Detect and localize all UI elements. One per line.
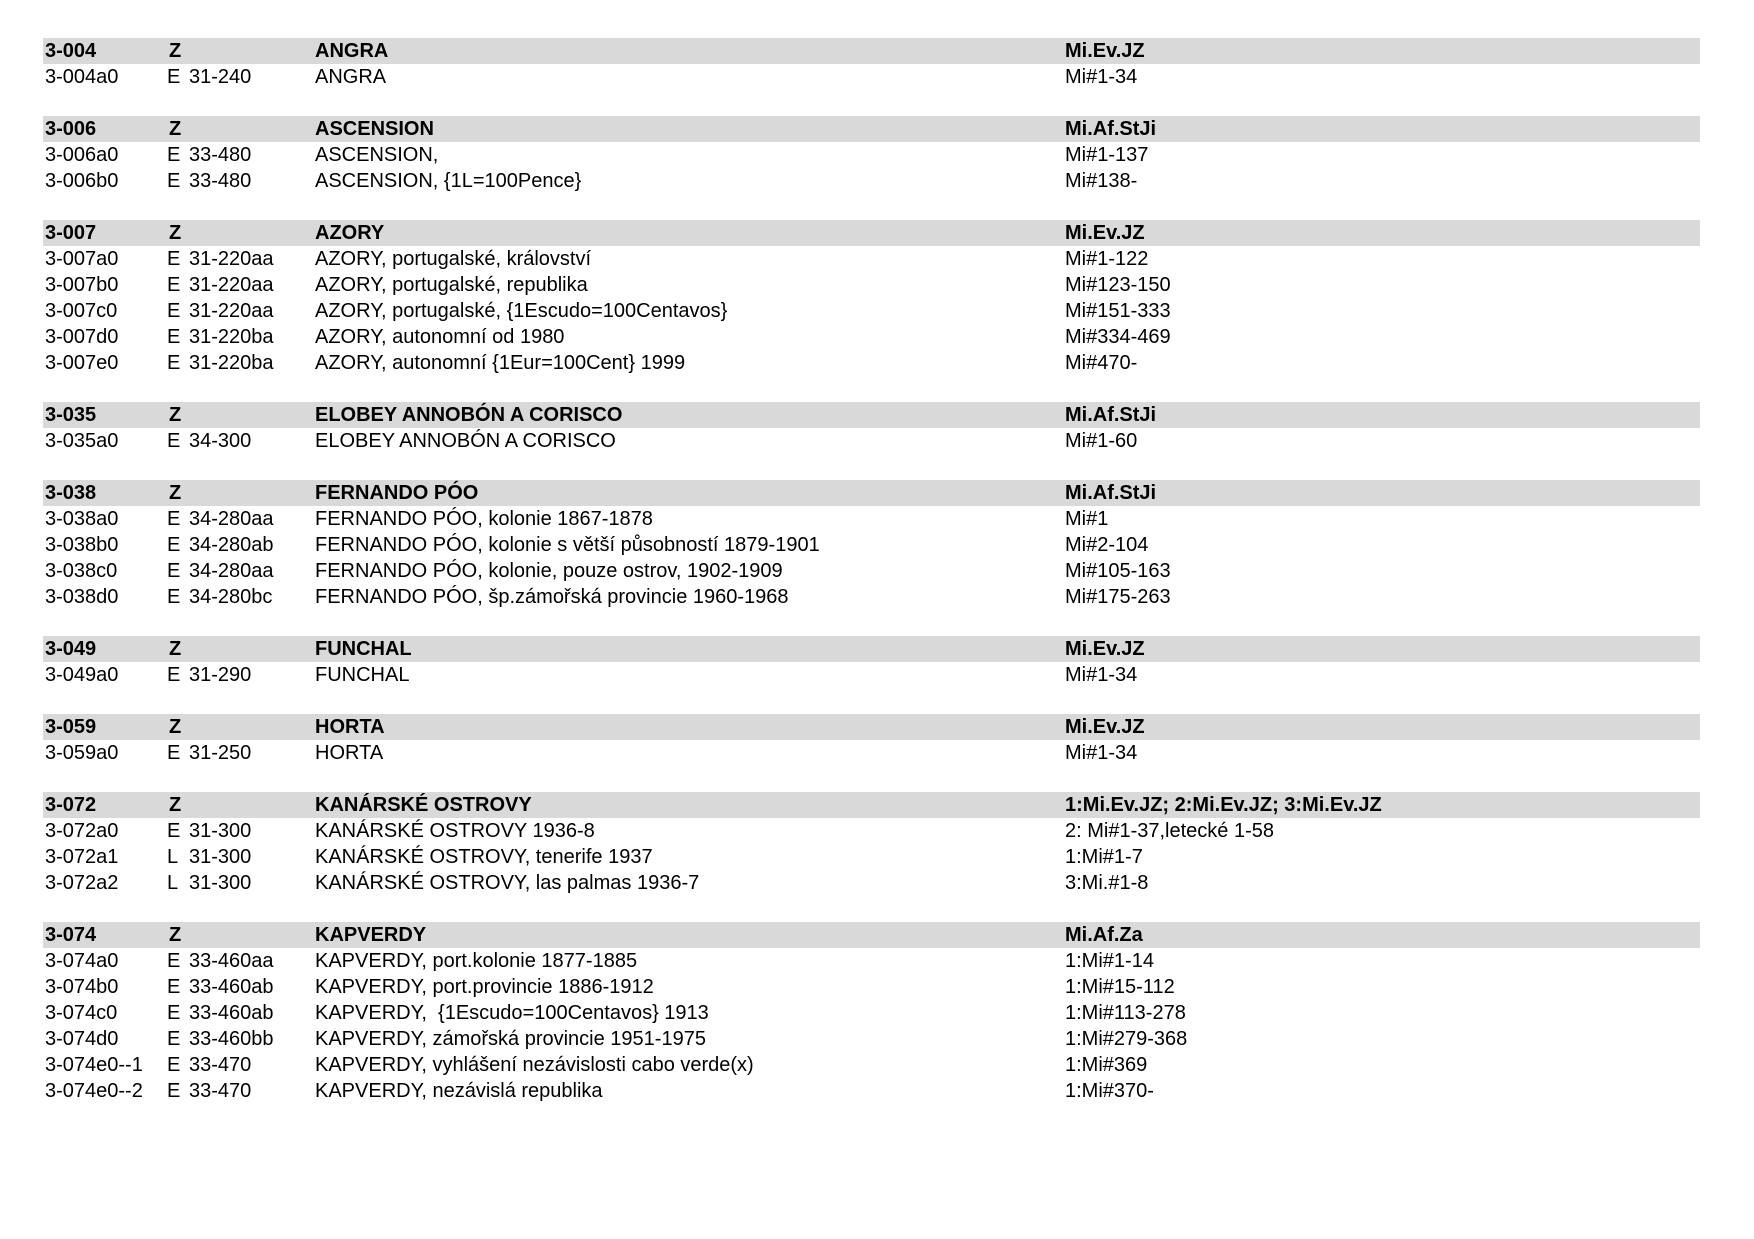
row-name: KANÁRSKÉ OSTROVY, las palmas 1936-7 — [315, 872, 700, 894]
row-name: ASCENSION, {1L=100Pence} — [315, 170, 582, 192]
row-number: 33-480 — [189, 144, 252, 166]
row-name: KAPVERDY, port.provincie 1886-1912 — [315, 976, 654, 998]
group-reference: Mi.Af.Za — [1065, 924, 1143, 946]
group-type: Z — [169, 638, 182, 660]
country-group — [43, 792, 1700, 896]
group-code: 3-006 — [45, 118, 97, 140]
group-name: AZORY — [315, 222, 385, 244]
row-name: KANÁRSKÉ OSTROVY 1936-8 — [315, 820, 595, 842]
group-name: FUNCHAL — [315, 638, 412, 660]
row-number: 31-220aa — [189, 248, 274, 270]
row-type: E — [167, 560, 181, 582]
group-name: FERNANDO PÓO — [315, 482, 479, 504]
row-type: E — [167, 820, 181, 842]
group-header-row — [43, 792, 1700, 818]
row-number: 31-250 — [189, 742, 252, 764]
row-name: KAPVERDY, zámořská provincie 1951-1975 — [315, 1028, 706, 1050]
row-code: 3-072a0 — [45, 820, 119, 842]
row-name: ANGRA — [315, 66, 387, 88]
group-header-row — [43, 480, 1700, 506]
row-code: 3-059a0 — [45, 742, 119, 764]
row-type: E — [167, 664, 181, 686]
row-number: 33-470 — [189, 1080, 252, 1102]
row-number: 31-220aa — [189, 274, 274, 296]
group-reference: Mi.Af.StJi — [1065, 118, 1157, 140]
row-reference: 1:Mi#15-112 — [1065, 976, 1175, 998]
table-row — [43, 844, 1700, 870]
row-reference: 1:Mi#1-7 — [1065, 846, 1143, 868]
row-code: 3-007d0 — [45, 326, 119, 348]
row-name: ASCENSION, — [315, 144, 439, 166]
table-row — [43, 428, 1700, 454]
group-name: HORTA — [315, 716, 385, 738]
table-row — [43, 662, 1700, 688]
row-code: 3-007a0 — [45, 248, 119, 270]
group-header-row — [43, 714, 1700, 740]
table-row — [43, 298, 1700, 324]
row-reference: Mi#1-137 — [1065, 144, 1149, 166]
row-number: 31-220aa — [189, 300, 274, 322]
row-reference: Mi#123-150 — [1065, 274, 1171, 296]
row-reference: Mi#1-34 — [1065, 66, 1138, 88]
row-number: 33-460ab — [189, 976, 274, 998]
group-reference: Mi.Ev.JZ — [1065, 222, 1145, 244]
row-code: 3-038d0 — [45, 586, 119, 608]
row-reference: Mi#151-333 — [1065, 300, 1171, 322]
row-name: KAPVERDY, vyhlášení nezávislosti cabo verde(x) — [315, 1054, 754, 1076]
row-type: E — [167, 144, 181, 166]
row-type: E — [167, 352, 181, 374]
group-code: 3-072 — [45, 794, 97, 816]
row-name: AZORY, portugalské, republika — [315, 274, 588, 296]
table-row — [43, 818, 1700, 844]
table-row — [43, 350, 1700, 376]
row-number: 34-280bc — [189, 586, 273, 608]
group-type: Z — [169, 118, 182, 140]
group-header-row — [43, 116, 1700, 142]
row-code: 3-006b0 — [45, 170, 119, 192]
row-reference: Mi#1-34 — [1065, 664, 1138, 686]
group-code: 3-074 — [45, 924, 97, 946]
row-name: FERNANDO PÓO, kolonie, pouze ostrov, 1902-1909 — [315, 560, 783, 582]
group-type: Z — [169, 40, 182, 62]
country-group — [43, 480, 1700, 610]
row-name: KANÁRSKÉ OSTROVY, tenerife 1937 — [315, 846, 653, 868]
row-number: 31-290 — [189, 664, 252, 686]
row-reference: 1:Mi#370- — [1065, 1080, 1154, 1102]
row-name: KAPVERDY, nezávislá republika — [315, 1080, 603, 1102]
row-code: 3-006a0 — [45, 144, 119, 166]
row-name: FUNCHAL — [315, 664, 410, 686]
row-type: E — [167, 586, 181, 608]
group-code: 3-035 — [45, 404, 97, 426]
row-reference: Mi#1-34 — [1065, 742, 1138, 764]
row-type: E — [167, 1054, 181, 1076]
group-header-row — [43, 922, 1700, 948]
row-code: 3-074d0 — [45, 1028, 119, 1050]
row-type: E — [167, 66, 181, 88]
table-row — [43, 532, 1700, 558]
country-group — [43, 38, 1700, 90]
row-number: 33-460bb — [189, 1028, 274, 1050]
row-name: AZORY, autonomní {1Eur=100Cent} 1999 — [315, 352, 686, 374]
row-reference: Mi#334-469 — [1065, 326, 1171, 348]
group-reference: Mi.Af.StJi — [1065, 482, 1157, 504]
group-type: Z — [169, 404, 182, 426]
country-group — [43, 220, 1700, 376]
row-type: E — [167, 248, 181, 270]
country-group — [43, 402, 1700, 454]
group-reference: Mi.Ev.JZ — [1065, 638, 1145, 660]
row-type: E — [167, 326, 181, 348]
row-number: 31-240 — [189, 66, 252, 88]
row-code: 3-038b0 — [45, 534, 119, 556]
row-reference: 2: Mi#1-37,letecké 1-58 — [1065, 820, 1275, 842]
row-number: 31-300 — [189, 820, 252, 842]
group-code: 3-049 — [45, 638, 97, 660]
group-type: Z — [169, 482, 182, 504]
row-name: FERNANDO PÓO, kolonie s větší působností 1879-1901 — [315, 534, 820, 556]
catalog-sheet — [43, 38, 1700, 1130]
row-type: E — [167, 1080, 181, 1102]
table-row — [43, 1026, 1700, 1052]
table-row — [43, 246, 1700, 272]
group-header-row — [43, 220, 1700, 246]
table-row — [43, 324, 1700, 350]
table-row — [43, 870, 1700, 896]
row-code: 3-035a0 — [45, 430, 119, 452]
row-code: 3-072a1 — [45, 846, 119, 868]
row-number: 34-280aa — [189, 560, 274, 582]
row-code: 3-038a0 — [45, 508, 119, 530]
row-name: FERNANDO PÓO, šp.zámořská provincie 1960-1968 — [315, 586, 789, 608]
row-reference: Mi#138- — [1065, 170, 1138, 192]
row-name: AZORY, portugalské, {1Escudo=100Centavos} — [315, 300, 728, 322]
row-number: 33-470 — [189, 1054, 252, 1076]
row-reference: 1:Mi#113-278 — [1065, 1002, 1186, 1024]
row-type: E — [167, 300, 181, 322]
row-name: ELOBEY ANNOBÓN A CORISCO — [315, 430, 616, 452]
table-row — [43, 142, 1700, 168]
row-type: E — [167, 534, 181, 556]
row-number: 34-300 — [189, 430, 252, 452]
row-type: E — [167, 950, 181, 972]
row-type: L — [167, 872, 179, 894]
country-group — [43, 714, 1700, 766]
row-code: 3-004a0 — [45, 66, 119, 88]
group-type: Z — [169, 716, 182, 738]
group-reference: 1:Mi.Ev.JZ; 2:Mi.Ev.JZ; 3:Mi.Ev.JZ — [1065, 794, 1382, 816]
table-row — [43, 584, 1700, 610]
group-code: 3-038 — [45, 482, 97, 504]
row-number: 31-220ba — [189, 326, 274, 348]
group-name: ELOBEY ANNOBÓN A CORISCO — [315, 404, 623, 426]
table-row — [43, 740, 1700, 766]
row-number: 34-280aa — [189, 508, 274, 530]
group-code: 3-007 — [45, 222, 97, 244]
row-name: KAPVERDY, {1Escudo=100Centavos} 1913 — [315, 1002, 709, 1024]
row-reference: Mi#105-163 — [1065, 560, 1171, 582]
group-name: KANÁRSKÉ OSTROVY — [315, 794, 532, 816]
group-type: Z — [169, 222, 182, 244]
row-number: 31-300 — [189, 872, 252, 894]
group-header-row — [43, 402, 1700, 428]
row-number: 34-280ab — [189, 534, 274, 556]
row-number: 31-300 — [189, 846, 252, 868]
row-code: 3-038c0 — [45, 560, 118, 582]
row-name: KAPVERDY, port.kolonie 1877-1885 — [315, 950, 638, 972]
row-code: 3-007b0 — [45, 274, 119, 296]
table-row — [43, 1000, 1700, 1026]
row-number: 33-460aa — [189, 950, 274, 972]
row-type: E — [167, 274, 181, 296]
table-row — [43, 948, 1700, 974]
row-name: FERNANDO PÓO, kolonie 1867-1878 — [315, 508, 653, 530]
group-name: ANGRA — [315, 40, 389, 62]
row-name: AZORY, portugalské, království — [315, 248, 592, 270]
row-reference: 3:Mi.#1-8 — [1065, 872, 1149, 894]
row-code: 3-007e0 — [45, 352, 119, 374]
group-header-row — [43, 38, 1700, 64]
row-type: E — [167, 1028, 181, 1050]
row-code: 3-074b0 — [45, 976, 119, 998]
group-code: 3-059 — [45, 716, 97, 738]
group-header-row — [43, 636, 1700, 662]
group-type: Z — [169, 794, 182, 816]
row-name: AZORY, autonomní od 1980 — [315, 326, 565, 348]
country-group — [43, 116, 1700, 194]
row-code: 3-074e0--2 — [45, 1080, 143, 1102]
table-row — [43, 558, 1700, 584]
row-reference: Mi#2-104 — [1065, 534, 1149, 556]
group-reference: Mi.Ev.JZ — [1065, 40, 1145, 62]
row-name: HORTA — [315, 742, 384, 764]
row-code: 3-049a0 — [45, 664, 119, 686]
group-code: 3-004 — [45, 40, 97, 62]
row-reference: Mi#470- — [1065, 352, 1138, 374]
table-row — [43, 272, 1700, 298]
row-code: 3-074a0 — [45, 950, 119, 972]
row-reference: 1:Mi#369 — [1065, 1054, 1148, 1076]
row-reference: Mi#1-60 — [1065, 430, 1138, 452]
row-code: 3-074c0 — [45, 1002, 118, 1024]
row-code: 3-074e0--1 — [45, 1054, 143, 1076]
row-type: E — [167, 430, 181, 452]
table-row — [43, 506, 1700, 532]
row-type: E — [167, 742, 181, 764]
group-name: ASCENSION — [315, 118, 434, 140]
row-type: E — [167, 170, 181, 192]
row-number: 31-220ba — [189, 352, 274, 374]
group-reference: Mi.Ev.JZ — [1065, 716, 1145, 738]
row-code: 3-072a2 — [45, 872, 119, 894]
country-group — [43, 636, 1700, 688]
table-row — [43, 974, 1700, 1000]
table-row — [43, 64, 1700, 90]
row-type: E — [167, 508, 181, 530]
row-number: 33-460ab — [189, 1002, 274, 1024]
row-type: E — [167, 1002, 181, 1024]
country-group — [43, 922, 1700, 1104]
group-type: Z — [169, 924, 182, 946]
row-reference: Mi#1 — [1065, 508, 1109, 530]
row-reference: Mi#175-263 — [1065, 586, 1171, 608]
row-number: 33-480 — [189, 170, 252, 192]
row-type: E — [167, 976, 181, 998]
row-reference: 1:Mi#279-368 — [1065, 1028, 1188, 1050]
table-row — [43, 1052, 1700, 1078]
table-row — [43, 168, 1700, 194]
group-name: KAPVERDY — [315, 924, 427, 946]
row-type: L — [167, 846, 179, 868]
row-reference: Mi#1-122 — [1065, 248, 1149, 270]
row-reference: 1:Mi#1-14 — [1065, 950, 1154, 972]
group-reference: Mi.Af.StJi — [1065, 404, 1157, 426]
row-code: 3-007c0 — [45, 300, 118, 322]
table-row — [43, 1078, 1700, 1104]
